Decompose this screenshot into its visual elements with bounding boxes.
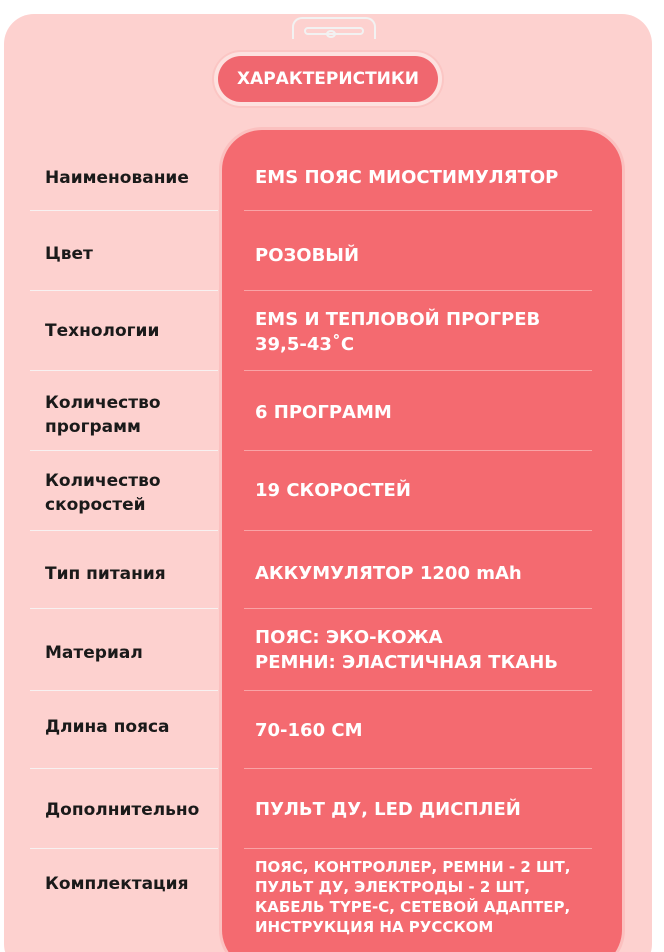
divider xyxy=(30,530,218,531)
clip-hole xyxy=(326,30,336,38)
divider xyxy=(30,608,218,609)
spec-value-color: РОЗОВЫЙ xyxy=(255,244,360,266)
spec-label-color: Цвет xyxy=(45,244,93,264)
spec-value-name: EMS ПОЯС МИОСТИМУЛЯТОР xyxy=(255,166,559,188)
spec-label-extra: Дополнительно xyxy=(45,800,200,820)
divider xyxy=(30,768,218,769)
spec-label-package: Комплектация xyxy=(45,874,189,894)
spec-value-technology: EMS И ТЕПЛОВОЙ ПРОГРЕВ 39,5-43˚C xyxy=(255,309,541,355)
spec-label-speeds: Количество скоростей xyxy=(45,471,161,515)
spec-value-material: ПОЯС: ЭКО-КОЖА РЕМНИ: ЭЛАСТИЧНАЯ ТКАНЬ xyxy=(255,627,559,673)
spec-value-extra: ПУЛЬТ ДУ, LED ДИСПЛЕЙ xyxy=(255,798,521,820)
divider xyxy=(244,370,592,371)
spec-label-length: Длина пояса xyxy=(45,717,170,737)
spec-label-technology: Технологии xyxy=(45,321,160,341)
spec-label-name: Наименование xyxy=(45,168,189,188)
divider xyxy=(30,290,218,291)
divider xyxy=(244,450,592,451)
spec-label-power: Тип питания xyxy=(45,564,166,584)
divider xyxy=(244,768,592,769)
spec-value-length: 70-160 СМ xyxy=(255,719,363,741)
spec-title: ХАРАКТЕРИСТИКИ xyxy=(218,56,438,102)
divider xyxy=(244,290,592,291)
divider xyxy=(244,690,592,691)
spec-value-package: ПОЯС, КОНТРОЛЛЕР, РЕМНИ - 2 ШТ, ПУЛЬТ ДУ, ЭЛЕКТРОДЫ - 2 ШТ, КАБЕЛЬ TYPE-C, СЕТЕВОЙ АДАПТЕР, ИНСТРУКЦИЯ НА РУССКОМ xyxy=(255,858,571,936)
divider xyxy=(244,530,592,531)
spec-value-programs: 6 ПРОГРАММ xyxy=(255,401,392,423)
divider xyxy=(244,608,592,609)
divider xyxy=(30,370,218,371)
divider xyxy=(30,848,218,849)
divider xyxy=(30,210,218,211)
spec-label-material: Материал xyxy=(45,643,143,663)
divider xyxy=(30,450,218,451)
spec-value-power: АККУМУЛЯТОР 1200 mAh xyxy=(255,562,522,584)
divider xyxy=(30,690,218,691)
spec-value-speeds: 19 СКОРОСТЕЙ xyxy=(255,479,411,501)
divider xyxy=(244,848,592,849)
spec-label-programs: Количество программ xyxy=(45,393,161,437)
divider xyxy=(244,210,592,211)
